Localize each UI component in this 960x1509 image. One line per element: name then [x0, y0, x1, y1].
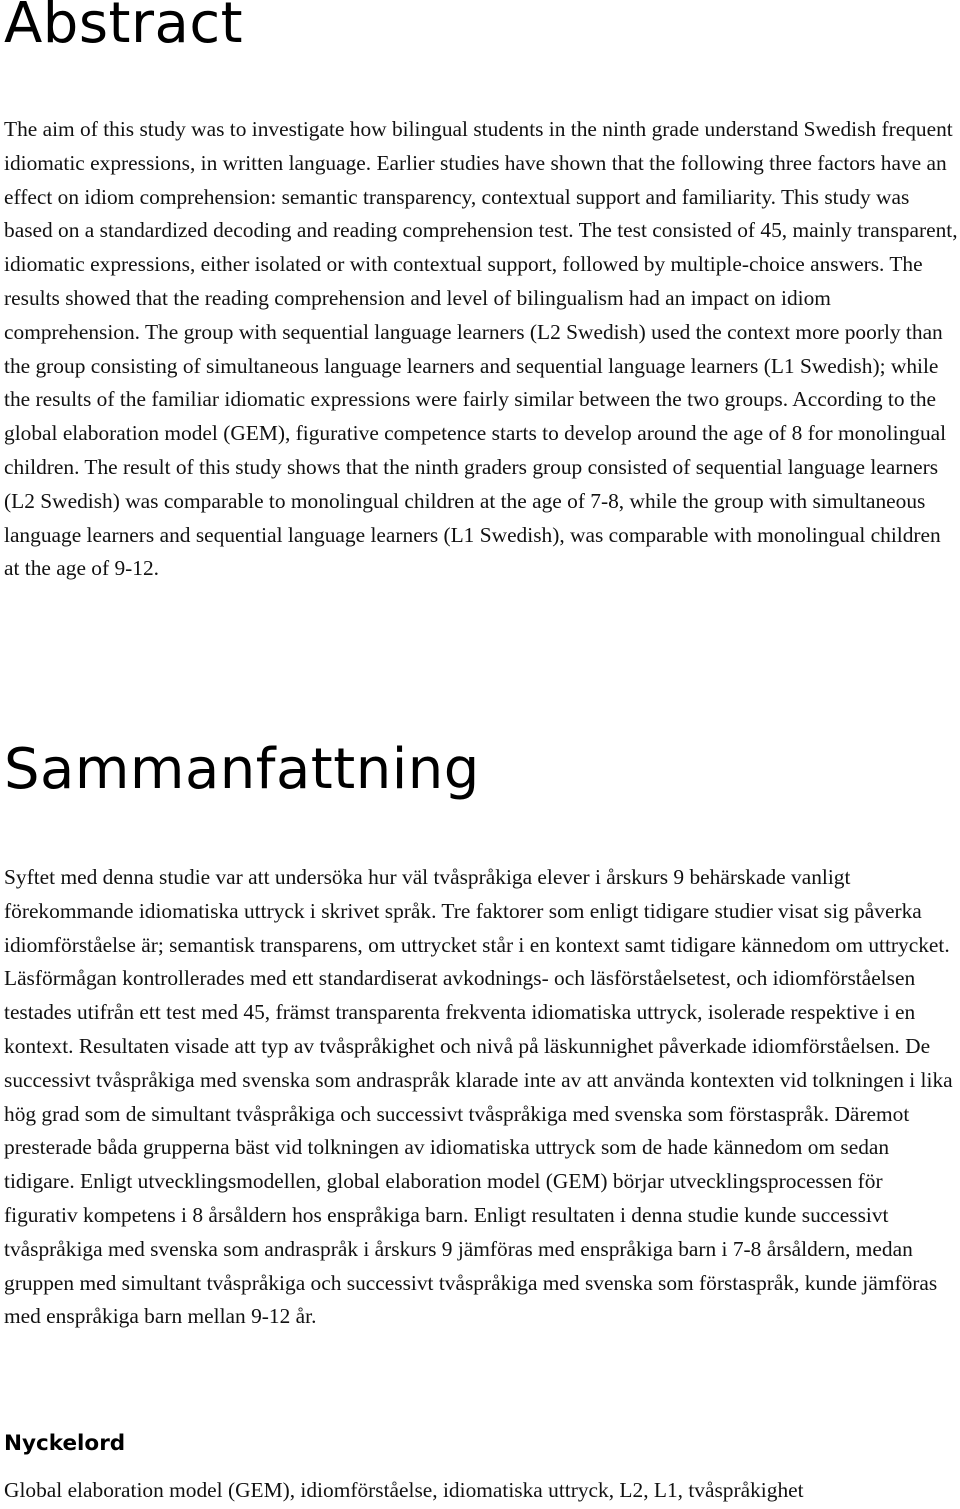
abstract-heading: Abstract: [4, 0, 244, 56]
sammanfattning-heading: Sammanfattning: [4, 737, 480, 802]
sammanfattning-paragraph: Syftet med denna studie var att undersöka hur väl tvåspråkiga elever i årskurs 9 behärskade vanligt förekommande idiomatiska uttryck i skrivet språk. Tre faktorer som enligt tidigare studier visat sig påverka idiomförståelse är; semantisk transparens, om uttrycket står i en kontext samt tidigare kännedom om uttrycket. Läsförmågan kontrollerades med ett standardiserat avkodnings- och läsförståelsetest, och idiomförståelsen testades utifrån ett test med 45, främst transparenta frekventa idiomatiska uttryck, isolerade respektive i en kontext. Resultaten visade att typ av tvåspråkighet och nivå på läskunnighet påverkade idiomförståelsen. De successivt tvåspråkiga med svenska som andraspråk klarade inte av att använda kontexten vid tolkningen i lika hög grad som de simultant tvåspråkiga och successivt tvåspråkiga med svenska som förstaspråk. Däremot presterade båda grupperna bäst vid tolkningen av idiomatiska uttryck som de hade kännedom om sedan tidigare. Enligt utvecklingsmodellen, global elaboration model (GEM) börjar utvecklingsprocessen för figurativ kompetens i 8 årsåldern hos enspråkiga barn. Enligt resultaten i denna studie kunde successivt tvåspråkiga med svenska som andraspråk i årskurs 9 jämföras med enspråkiga barn i 7-8 årsåldern, medan gruppen med simultant tvåspråkiga och successivt tvåspråkiga med svenska som förstaspråk, kunde jämföras med enspråkiga barn mellan 9-12 år.: [4, 865, 953, 1329]
keywords-paragraph: Global elaboration model (GEM), idiomförståelse, idiomatiska uttryck, L2, L1, tvåspråkighet: [4, 1478, 804, 1502]
keywords-heading: Nyckelord: [4, 1431, 126, 1456]
abstract-paragraph: The aim of this study was to investigate how bilingual students in the ninth grade understand Swedish frequent idiomatic expressions, in written language. Earlier studies have shown that the following three factors have an effect on idiom comprehension: semantic transparency, contextual support and familiarity. This study was based on a standardized decoding and reading comprehension test. The test consisted of 45, mainly transparent, idiomatic expressions, either isolated or with contextual support, followed by multiple-choice answers. The results showed that the reading comprehension and level of bilingualism had an impact on idiom comprehension. The group with sequential language learners (L2 Swedish) used the context more poorly than the group consisting of simultaneous language learners and sequential language learners (L1 Swedish); while the results of the familiar idiomatic expressions were fairly similar between the two groups. According to the global elaboration model (GEM), figurative competence starts to develop around the age of 8 for monolingual children. The result of this study shows that the ninth graders group consisted of sequential language learners (L2 Swedish) was comparable to monolingual children at the age of 7-8, while the group with simultaneous language learners and sequential language learners (L1 Swedish), was comparable with monolingual children at the age of 9-12.: [4, 117, 958, 581]
